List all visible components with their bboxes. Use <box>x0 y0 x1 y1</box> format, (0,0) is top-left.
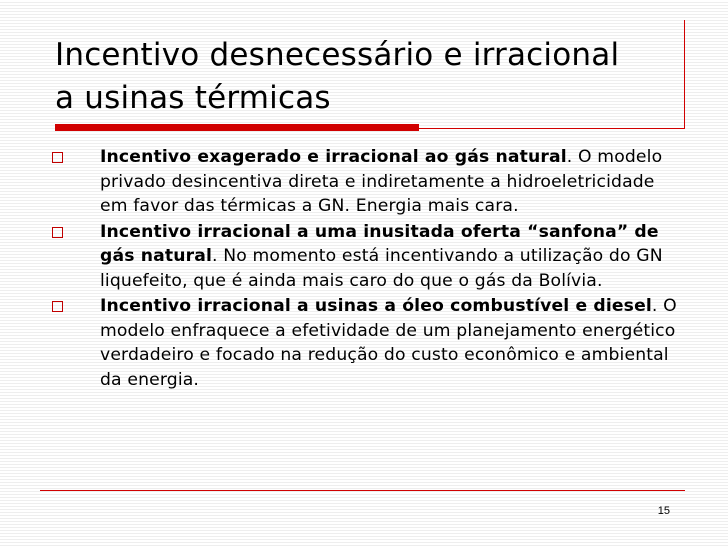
bullet-body-text: . No momento está incentivando a utilização do GN liquefeito, que é ainda mais caro do que o gás da Bolívia. <box>100 246 663 291</box>
square-bullet-icon <box>52 227 63 238</box>
title-underline-thin <box>419 128 685 129</box>
square-bullet-icon <box>52 152 63 163</box>
title-vertical-rule <box>684 20 685 129</box>
footer-rule <box>40 490 685 491</box>
page-number: 15 <box>657 505 670 517</box>
bullet-list <box>50 145 680 393</box>
title-underline-bar <box>55 124 419 131</box>
bullet-item <box>50 145 680 219</box>
bullet-body-text: . O modelo enfraquece a efetividade de um planejamento energético verdadeiro e focado na redução do custo econômico e ambiental da energia. <box>100 296 677 390</box>
bullet-item <box>50 220 680 294</box>
bullet-bold-text: Incentivo irracional a uma inusitada oferta “sanfona” de gás natural <box>100 221 659 266</box>
bullet-body-text: . O modelo privado desincentiva direta e indiretamente a hidroeletricidade em favor das térmicas a GN. Energia mais cara. <box>100 147 663 216</box>
bullet-item <box>50 294 680 392</box>
title-line-1: Incentivo desnecessário e irracional <box>55 37 620 73</box>
square-bullet-icon <box>52 301 63 312</box>
bullet-bold-text: Incentivo exagerado e irracional ao gás natural <box>100 147 567 167</box>
bullet-bold-text: Incentivo irracional a usinas a óleo combustível e diesel <box>100 296 652 316</box>
slide-title <box>55 34 695 120</box>
title-line-2: a usinas térmicas <box>55 80 331 116</box>
